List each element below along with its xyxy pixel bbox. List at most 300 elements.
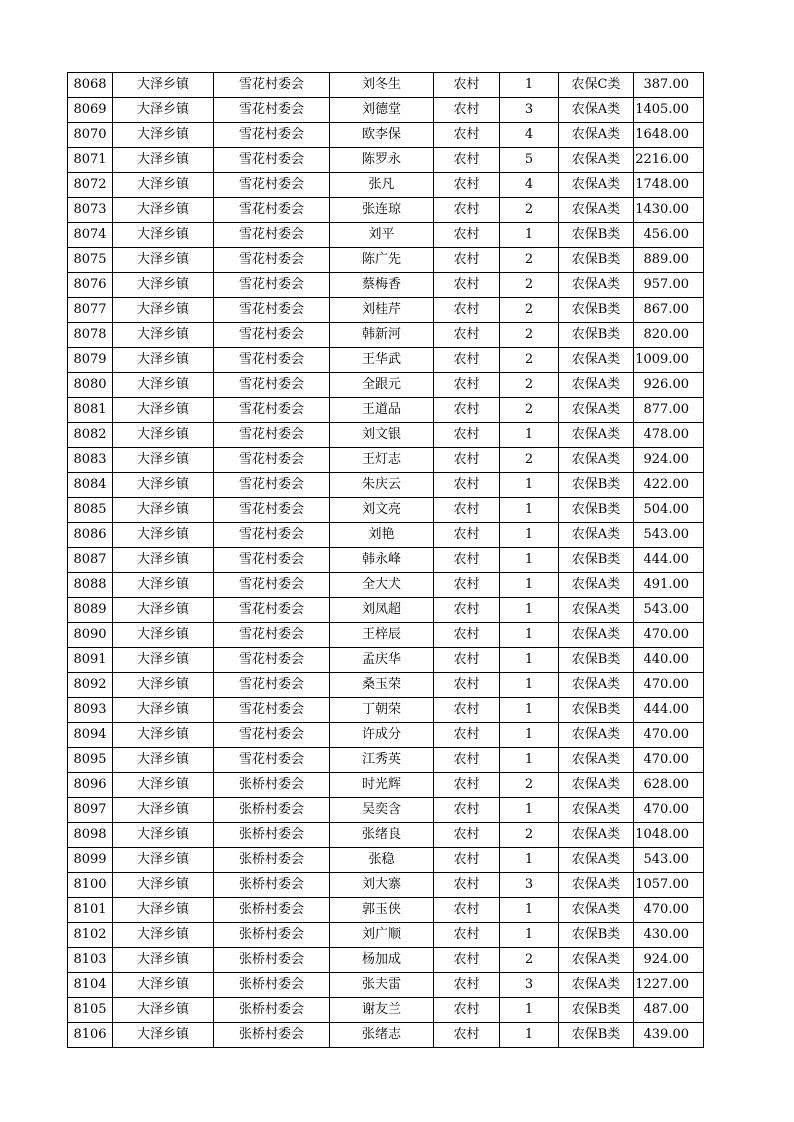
row-number-cell: 8078: [68, 323, 113, 348]
member-count-cell: 4: [500, 123, 559, 148]
household-type-cell: 农村: [434, 798, 500, 823]
category-cell: 农保A类: [559, 598, 634, 623]
household-type-cell: 农村: [434, 148, 500, 173]
member-count-cell: 1: [500, 1023, 559, 1048]
village-committee-cell: 张桥村委会: [214, 798, 330, 823]
name-cell: 张夫雷: [330, 973, 434, 998]
category-cell: 农保A类: [559, 723, 634, 748]
township-cell: 大泽乡镇: [113, 673, 214, 698]
township-cell: 大泽乡镇: [113, 998, 214, 1023]
member-count-cell: 1: [500, 73, 559, 98]
member-count-cell: 1: [500, 498, 559, 523]
household-type-cell: 农村: [434, 673, 500, 698]
amount-cell: 1227.00: [634, 973, 704, 998]
category-cell: 农保A类: [559, 148, 634, 173]
table-row: [68, 423, 704, 448]
village-committee-cell: 雪花村委会: [214, 423, 330, 448]
category-cell: 农保A类: [559, 848, 634, 873]
amount-cell: 456.00: [634, 223, 704, 248]
table-row: [68, 548, 704, 573]
name-cell: 张连琼: [330, 198, 434, 223]
village-committee-cell: 雪花村委会: [214, 323, 330, 348]
member-count-cell: 2: [500, 373, 559, 398]
member-count-cell: 4: [500, 173, 559, 198]
township-cell: 大泽乡镇: [113, 148, 214, 173]
member-count-cell: 2: [500, 323, 559, 348]
member-count-cell: 2: [500, 348, 559, 373]
household-type-cell: 农村: [434, 998, 500, 1023]
row-number-cell: 8089: [68, 598, 113, 623]
village-committee-cell: 张桥村委会: [214, 848, 330, 873]
category-cell: 农保A类: [559, 573, 634, 598]
row-number-cell: 8084: [68, 473, 113, 498]
category-cell: 农保A类: [559, 748, 634, 773]
village-committee-cell: 雪花村委会: [214, 223, 330, 248]
village-committee-cell: 雪花村委会: [214, 473, 330, 498]
row-number-cell: 8076: [68, 273, 113, 298]
row-number-cell: 8104: [68, 973, 113, 998]
household-type-cell: 农村: [434, 573, 500, 598]
household-type-cell: 农村: [434, 623, 500, 648]
amount-cell: 820.00: [634, 323, 704, 348]
amount-cell: 543.00: [634, 598, 704, 623]
table-row: [68, 623, 704, 648]
row-number-cell: 8086: [68, 523, 113, 548]
village-committee-cell: 张桥村委会: [214, 898, 330, 923]
village-committee-cell: 张桥村委会: [214, 823, 330, 848]
member-count-cell: 2: [500, 948, 559, 973]
name-cell: 杨加成: [330, 948, 434, 973]
household-type-cell: 农村: [434, 648, 500, 673]
row-number-cell: 8091: [68, 648, 113, 673]
amount-cell: 478.00: [634, 423, 704, 448]
household-type-cell: 农村: [434, 898, 500, 923]
row-number-cell: 8068: [68, 73, 113, 98]
household-type-cell: 农村: [434, 748, 500, 773]
household-type-cell: 农村: [434, 848, 500, 873]
name-cell: 刘文亮: [330, 498, 434, 523]
row-number-cell: 8103: [68, 948, 113, 973]
amount-cell: 543.00: [634, 848, 704, 873]
row-number-cell: 8083: [68, 448, 113, 473]
name-cell: 刘凤超: [330, 598, 434, 623]
household-type-cell: 农村: [434, 473, 500, 498]
household-type-cell: 农村: [434, 498, 500, 523]
township-cell: 大泽乡镇: [113, 73, 214, 98]
amount-cell: 1648.00: [634, 123, 704, 148]
table-row: [68, 298, 704, 323]
village-committee-cell: 张桥村委会: [214, 873, 330, 898]
township-cell: 大泽乡镇: [113, 973, 214, 998]
amount-cell: 430.00: [634, 923, 704, 948]
township-cell: 大泽乡镇: [113, 348, 214, 373]
village-committee-cell: 雪花村委会: [214, 98, 330, 123]
amount-cell: 867.00: [634, 298, 704, 323]
category-cell: 农保A类: [559, 523, 634, 548]
household-type-cell: 农村: [434, 73, 500, 98]
village-committee-cell: 张桥村委会: [214, 998, 330, 1023]
village-committee-cell: 雪花村委会: [214, 398, 330, 423]
table-row: [68, 273, 704, 298]
village-committee-cell: 雪花村委会: [214, 373, 330, 398]
member-count-cell: 3: [500, 873, 559, 898]
township-cell: 大泽乡镇: [113, 398, 214, 423]
row-number-cell: 8075: [68, 248, 113, 273]
name-cell: 刘桂芹: [330, 298, 434, 323]
township-cell: 大泽乡镇: [113, 648, 214, 673]
name-cell: 刘广顺: [330, 923, 434, 948]
member-count-cell: 2: [500, 823, 559, 848]
category-cell: 农保A类: [559, 98, 634, 123]
village-committee-cell: 雪花村委会: [214, 523, 330, 548]
township-cell: 大泽乡镇: [113, 273, 214, 298]
village-committee-cell: 张桥村委会: [214, 973, 330, 998]
village-committee-cell: 雪花村委会: [214, 123, 330, 148]
category-cell: 农保B类: [559, 548, 634, 573]
amount-cell: 628.00: [634, 773, 704, 798]
category-cell: 农保A类: [559, 673, 634, 698]
household-type-cell: 农村: [434, 298, 500, 323]
village-committee-cell: 张桥村委会: [214, 773, 330, 798]
table-row: [68, 148, 704, 173]
row-number-cell: 8097: [68, 798, 113, 823]
row-number-cell: 8105: [68, 998, 113, 1023]
table-row: [68, 73, 704, 98]
name-cell: 刘文银: [330, 423, 434, 448]
category-cell: 农保B类: [559, 648, 634, 673]
member-count-cell: 1: [500, 798, 559, 823]
township-cell: 大泽乡镇: [113, 473, 214, 498]
village-committee-cell: 雪花村委会: [214, 348, 330, 373]
table-row: [68, 673, 704, 698]
category-cell: 农保A类: [559, 973, 634, 998]
table-row: [68, 823, 704, 848]
village-committee-cell: 雪花村委会: [214, 198, 330, 223]
amount-cell: 926.00: [634, 373, 704, 398]
row-number-cell: 8101: [68, 898, 113, 923]
village-committee-cell: 雪花村委会: [214, 623, 330, 648]
township-cell: 大泽乡镇: [113, 548, 214, 573]
name-cell: 王道品: [330, 398, 434, 423]
member-count-cell: 2: [500, 298, 559, 323]
member-count-cell: 1: [500, 748, 559, 773]
amount-cell: 470.00: [634, 898, 704, 923]
category-cell: 农保B类: [559, 223, 634, 248]
name-cell: 韩永峰: [330, 548, 434, 573]
category-cell: 农保A类: [559, 398, 634, 423]
household-type-cell: 农村: [434, 448, 500, 473]
name-cell: 全大犬: [330, 573, 434, 598]
name-cell: 张绪志: [330, 1023, 434, 1048]
household-type-cell: 农村: [434, 173, 500, 198]
category-cell: 农保A类: [559, 423, 634, 448]
amount-cell: 470.00: [634, 798, 704, 823]
table-row: [68, 173, 704, 198]
table-body: [68, 73, 704, 1048]
township-cell: 大泽乡镇: [113, 848, 214, 873]
amount-cell: 924.00: [634, 948, 704, 973]
household-type-cell: 农村: [434, 423, 500, 448]
township-cell: 大泽乡镇: [113, 198, 214, 223]
village-committee-cell: 雪花村委会: [214, 573, 330, 598]
amount-cell: 487.00: [634, 998, 704, 1023]
table-row: [68, 573, 704, 598]
row-number-cell: 8077: [68, 298, 113, 323]
category-cell: 农保B类: [559, 473, 634, 498]
member-count-cell: 1: [500, 523, 559, 548]
amount-cell: 470.00: [634, 723, 704, 748]
village-committee-cell: 雪花村委会: [214, 748, 330, 773]
amount-cell: 470.00: [634, 748, 704, 773]
township-cell: 大泽乡镇: [113, 723, 214, 748]
category-cell: 农保A类: [559, 948, 634, 973]
village-committee-cell: 雪花村委会: [214, 548, 330, 573]
name-cell: 孟庆华: [330, 648, 434, 673]
village-committee-cell: 雪花村委会: [214, 248, 330, 273]
member-count-cell: 2: [500, 248, 559, 273]
amount-cell: 1009.00: [634, 348, 704, 373]
member-count-cell: 1: [500, 723, 559, 748]
township-cell: 大泽乡镇: [113, 123, 214, 148]
member-count-cell: 1: [500, 473, 559, 498]
township-cell: 大泽乡镇: [113, 823, 214, 848]
household-type-cell: 农村: [434, 323, 500, 348]
row-number-cell: 8072: [68, 173, 113, 198]
row-number-cell: 8093: [68, 698, 113, 723]
category-cell: 农保A类: [559, 273, 634, 298]
table-row: [68, 1023, 704, 1048]
row-number-cell: 8090: [68, 623, 113, 648]
household-type-cell: 农村: [434, 1023, 500, 1048]
category-cell: 农保B类: [559, 1023, 634, 1048]
row-number-cell: 8088: [68, 573, 113, 598]
township-cell: 大泽乡镇: [113, 423, 214, 448]
name-cell: 江秀英: [330, 748, 434, 773]
table-row: [68, 848, 704, 873]
table-row: [68, 498, 704, 523]
household-type-cell: 农村: [434, 123, 500, 148]
household-type-cell: 农村: [434, 923, 500, 948]
household-type-cell: 农村: [434, 723, 500, 748]
amount-cell: 439.00: [634, 1023, 704, 1048]
row-number-cell: 8070: [68, 123, 113, 148]
row-number-cell: 8080: [68, 373, 113, 398]
household-type-cell: 农村: [434, 948, 500, 973]
category-cell: 农保B类: [559, 248, 634, 273]
township-cell: 大泽乡镇: [113, 373, 214, 398]
member-count-cell: 1: [500, 848, 559, 873]
table-row: [68, 198, 704, 223]
table-row: [68, 223, 704, 248]
amount-cell: 470.00: [634, 673, 704, 698]
member-count-cell: 1: [500, 223, 559, 248]
table-row: [68, 948, 704, 973]
name-cell: 陈广先: [330, 248, 434, 273]
category-cell: 农保A类: [559, 898, 634, 923]
amount-cell: 1405.00: [634, 98, 704, 123]
household-type-cell: 农村: [434, 223, 500, 248]
name-cell: 欧李保: [330, 123, 434, 148]
row-number-cell: 8079: [68, 348, 113, 373]
member-count-cell: 5: [500, 148, 559, 173]
village-committee-cell: 雪花村委会: [214, 448, 330, 473]
village-committee-cell: 雪花村委会: [214, 298, 330, 323]
category-cell: 农保A类: [559, 448, 634, 473]
category-cell: 农保A类: [559, 623, 634, 648]
township-cell: 大泽乡镇: [113, 748, 214, 773]
township-cell: 大泽乡镇: [113, 923, 214, 948]
household-type-cell: 农村: [434, 698, 500, 723]
township-cell: 大泽乡镇: [113, 898, 214, 923]
household-type-cell: 农村: [434, 973, 500, 998]
amount-cell: 440.00: [634, 648, 704, 673]
name-cell: 韩新河: [330, 323, 434, 348]
household-type-cell: 农村: [434, 873, 500, 898]
village-committee-cell: 雪花村委会: [214, 73, 330, 98]
member-count-cell: 3: [500, 98, 559, 123]
category-cell: 农保A类: [559, 123, 634, 148]
name-cell: 王灯志: [330, 448, 434, 473]
row-number-cell: 8085: [68, 498, 113, 523]
table-row: [68, 923, 704, 948]
category-cell: 农保B类: [559, 298, 634, 323]
category-cell: 农保A类: [559, 798, 634, 823]
household-type-cell: 农村: [434, 273, 500, 298]
member-count-cell: 2: [500, 773, 559, 798]
table-row: [68, 723, 704, 748]
row-number-cell: 8073: [68, 198, 113, 223]
row-number-cell: 8102: [68, 923, 113, 948]
table-row: [68, 873, 704, 898]
village-committee-cell: 张桥村委会: [214, 948, 330, 973]
name-cell: 张绪良: [330, 823, 434, 848]
table-row: [68, 798, 704, 823]
table-row: [68, 323, 704, 348]
village-committee-cell: 雪花村委会: [214, 723, 330, 748]
row-number-cell: 8094: [68, 723, 113, 748]
amount-cell: 470.00: [634, 623, 704, 648]
township-cell: 大泽乡镇: [113, 448, 214, 473]
name-cell: 刘冬生: [330, 73, 434, 98]
name-cell: 刘德堂: [330, 98, 434, 123]
household-type-cell: 农村: [434, 598, 500, 623]
row-number-cell: 8074: [68, 223, 113, 248]
household-type-cell: 农村: [434, 548, 500, 573]
name-cell: 许成分: [330, 723, 434, 748]
member-count-cell: 1: [500, 598, 559, 623]
table-row: [68, 348, 704, 373]
row-number-cell: 8096: [68, 773, 113, 798]
township-cell: 大泽乡镇: [113, 223, 214, 248]
table-row: [68, 973, 704, 998]
member-count-cell: 1: [500, 548, 559, 573]
category-cell: 农保B类: [559, 698, 634, 723]
row-number-cell: 8099: [68, 848, 113, 873]
village-committee-cell: 雪花村委会: [214, 698, 330, 723]
member-count-cell: 1: [500, 898, 559, 923]
township-cell: 大泽乡镇: [113, 298, 214, 323]
village-committee-cell: 雪花村委会: [214, 498, 330, 523]
amount-cell: 504.00: [634, 498, 704, 523]
member-count-cell: 2: [500, 448, 559, 473]
name-cell: 王华武: [330, 348, 434, 373]
amount-cell: 543.00: [634, 523, 704, 548]
amount-cell: 957.00: [634, 273, 704, 298]
village-committee-cell: 雪花村委会: [214, 148, 330, 173]
table-row: [68, 648, 704, 673]
household-type-cell: 农村: [434, 373, 500, 398]
row-number-cell: 8069: [68, 98, 113, 123]
township-cell: 大泽乡镇: [113, 573, 214, 598]
category-cell: 农保A类: [559, 773, 634, 798]
village-committee-cell: 雪花村委会: [214, 273, 330, 298]
household-type-cell: 农村: [434, 398, 500, 423]
township-cell: 大泽乡镇: [113, 248, 214, 273]
category-cell: 农保A类: [559, 373, 634, 398]
row-number-cell: 8092: [68, 673, 113, 698]
table-row: [68, 748, 704, 773]
household-type-cell: 农村: [434, 198, 500, 223]
table-row: [68, 473, 704, 498]
township-cell: 大泽乡镇: [113, 773, 214, 798]
amount-cell: 422.00: [634, 473, 704, 498]
amount-cell: 889.00: [634, 248, 704, 273]
township-cell: 大泽乡镇: [113, 598, 214, 623]
amount-cell: 1048.00: [634, 823, 704, 848]
name-cell: 刘平: [330, 223, 434, 248]
beneficiary-table: [67, 72, 704, 1048]
member-count-cell: 1: [500, 698, 559, 723]
amount-cell: 491.00: [634, 573, 704, 598]
township-cell: 大泽乡镇: [113, 623, 214, 648]
township-cell: 大泽乡镇: [113, 173, 214, 198]
township-cell: 大泽乡镇: [113, 523, 214, 548]
name-cell: 吴奕含: [330, 798, 434, 823]
amount-cell: 2216.00: [634, 148, 704, 173]
row-number-cell: 8095: [68, 748, 113, 773]
name-cell: 陈罗永: [330, 148, 434, 173]
category-cell: 农保B类: [559, 498, 634, 523]
row-number-cell: 8071: [68, 148, 113, 173]
name-cell: 时光辉: [330, 773, 434, 798]
table-row: [68, 598, 704, 623]
name-cell: 蔡梅香: [330, 273, 434, 298]
table-row: [68, 998, 704, 1023]
category-cell: 农保B类: [559, 998, 634, 1023]
township-cell: 大泽乡镇: [113, 948, 214, 973]
township-cell: 大泽乡镇: [113, 498, 214, 523]
row-number-cell: 8106: [68, 1023, 113, 1048]
amount-cell: 1430.00: [634, 198, 704, 223]
amount-cell: 924.00: [634, 448, 704, 473]
category-cell: 农保C类: [559, 73, 634, 98]
member-count-cell: 2: [500, 198, 559, 223]
table-row: [68, 698, 704, 723]
member-count-cell: 1: [500, 923, 559, 948]
household-type-cell: 农村: [434, 98, 500, 123]
member-count-cell: 1: [500, 573, 559, 598]
household-type-cell: 农村: [434, 348, 500, 373]
amount-cell: 444.00: [634, 698, 704, 723]
name-cell: 全跟元: [330, 373, 434, 398]
category-cell: 农保B类: [559, 923, 634, 948]
village-committee-cell: 雪花村委会: [214, 673, 330, 698]
category-cell: 农保B类: [559, 323, 634, 348]
township-cell: 大泽乡镇: [113, 1023, 214, 1048]
name-cell: 刘大寨: [330, 873, 434, 898]
member-count-cell: 2: [500, 398, 559, 423]
name-cell: 桑玉荣: [330, 673, 434, 698]
